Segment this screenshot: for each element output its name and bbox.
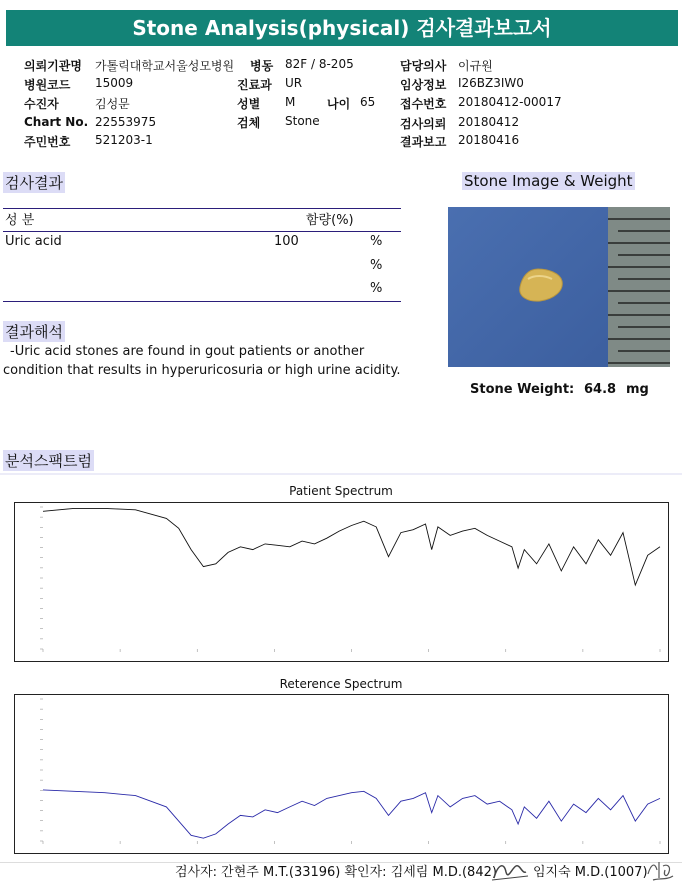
request-label: 검사의뢰 [400,117,447,131]
interpretation-heading: 결과해석 [5,323,63,341]
sex-label: 성별 [237,97,261,111]
col-component: 성 분 [5,213,35,228]
department-label: 진료과 [237,78,272,92]
chart-value: 22553975 [95,115,157,129]
row-2-unit: % [370,258,383,273]
interpretation-line1: -Uric acid stones are found in gout patients or another [10,344,365,359]
specimen-value: Stone [285,114,320,128]
receipt-value: 20180412-00017 [458,95,562,109]
footer-text2: 임지숙 M.D.(1007) [533,865,648,880]
hospital-label: 의뢰기관명 [24,59,82,73]
row-1-component: Uric acid [5,234,62,249]
spectrum-line [43,508,660,585]
request-value: 20180412 [458,115,520,129]
signature-mark [490,858,530,884]
row-3-unit: % [370,281,383,296]
stone-photo [448,207,670,367]
patient-value: 김성문 [95,97,130,111]
interpretation-line2: condition that results in hyperuricosuria or high urine acidity. [3,363,401,378]
id-label: 주민번호 [24,135,71,149]
specimen-label: 검체 [237,116,261,130]
reference-spectrum-title: Reterence Spectrum [279,677,403,691]
weight-label: Stone Weight: [470,382,575,397]
ward-value: 82F / 8-205 [285,57,354,71]
sex-value: M [285,95,296,109]
receipt-label: 접수번호 [400,97,447,111]
age-value: 65 [360,95,376,109]
hospital-code-label: 병원코드 [24,78,71,92]
spectrum-line [43,790,660,838]
patient-spectrum-title: Patient Spectrum [289,484,393,498]
footer-text: 검사자: 간현주 M.T.(33196) 확인자: 김세림 M.D.(842) [175,865,497,880]
row-1-amount: 100 [274,234,299,249]
age-label: 나이 [327,97,351,111]
patient-label: 수진자 [24,97,59,111]
col-amount: 함량(%) [306,213,354,228]
row-1-unit: % [370,234,383,249]
spectrum-divider [0,473,682,475]
chart-label: Chart No. [24,115,89,129]
doctor-value: 이규원 [458,59,493,73]
reference-spectrum-chart [14,694,669,854]
doctor-label: 담당의사 [400,59,447,73]
report-label: 결과보고 [400,135,447,149]
report-title: Stone Analysis(physical) 검사결과보고서 [6,10,678,46]
clinical-label: 임상정보 [400,78,447,92]
report-value: 20180416 [458,133,520,147]
ward-label: 병동 [250,59,274,73]
clinical-value: I26BZ3IW0 [458,76,524,90]
spectrum-heading: 분석스팩트럼 [5,452,92,470]
id-value: 521203-1 [95,133,153,147]
hospital-code-value: 15009 [95,76,134,90]
table-header-rule [3,231,401,232]
department-value: UR [285,76,303,90]
weight-value: 64.8 [584,382,617,397]
hospital-value: 가톨릭대학교서울성모병원 [95,59,235,73]
table-bottom-rule [3,301,401,302]
results-heading: 검사결과 [5,174,63,192]
patient-spectrum-chart [14,502,669,662]
weight-unit: mg [626,382,649,397]
image-heading: Stone Image & Weight [464,172,633,190]
signature-mark-2 [645,856,677,884]
